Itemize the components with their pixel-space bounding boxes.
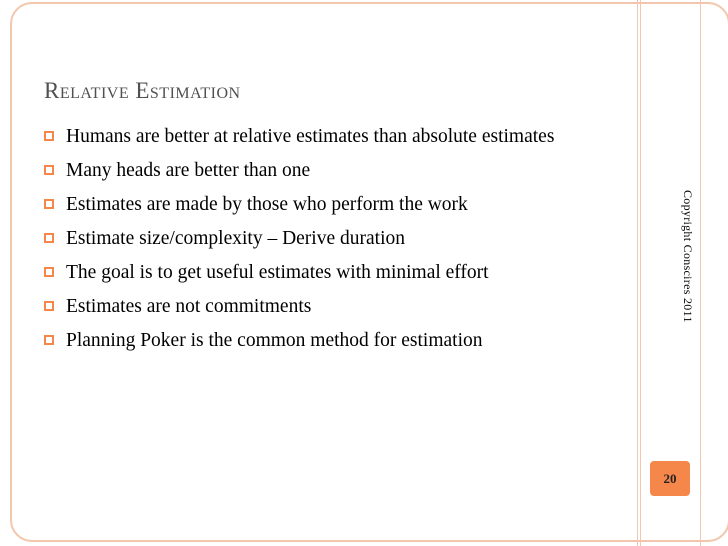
slide-title: Relative Estimation <box>44 78 241 103</box>
decorative-vertical-line <box>637 0 638 546</box>
bullet-item <box>44 330 584 351</box>
bullet-text: The goal is to get useful estimates with minimal effort <box>66 262 489 283</box>
bullet-text: Estimate size/complexity – Derive duration <box>66 228 405 249</box>
bullet-item <box>44 126 584 147</box>
bullet-item <box>44 194 584 215</box>
bullet-marker-icon <box>44 131 54 141</box>
bullet-item <box>44 296 584 317</box>
bullet-marker-icon <box>44 267 54 277</box>
bullet-text: Planning Poker is the common method for estimation <box>66 330 483 351</box>
bullet-item <box>44 160 584 181</box>
bullet-text: Estimates are not commitments <box>66 296 312 317</box>
bullet-text: Estimates are made by those who perform the work <box>66 194 468 215</box>
bullet-marker-icon <box>44 165 54 175</box>
bullet-marker-icon <box>44 199 54 209</box>
bullet-marker-icon <box>44 335 54 345</box>
decorative-vertical-line <box>700 0 701 546</box>
decorative-vertical-line <box>640 0 641 546</box>
page-number-badge: 20 <box>650 461 690 496</box>
bullet-marker-icon <box>44 301 54 311</box>
copyright-text: Copyright Conscires 2011 <box>681 190 695 323</box>
bullet-marker-icon <box>44 233 54 243</box>
bullet-item <box>44 262 584 283</box>
bullet-item <box>44 228 584 249</box>
bullet-text: Humans are better at relative estimates than absolute estimates <box>66 126 555 147</box>
bullet-list <box>44 126 584 364</box>
bullet-text: Many heads are better than one <box>66 160 311 181</box>
